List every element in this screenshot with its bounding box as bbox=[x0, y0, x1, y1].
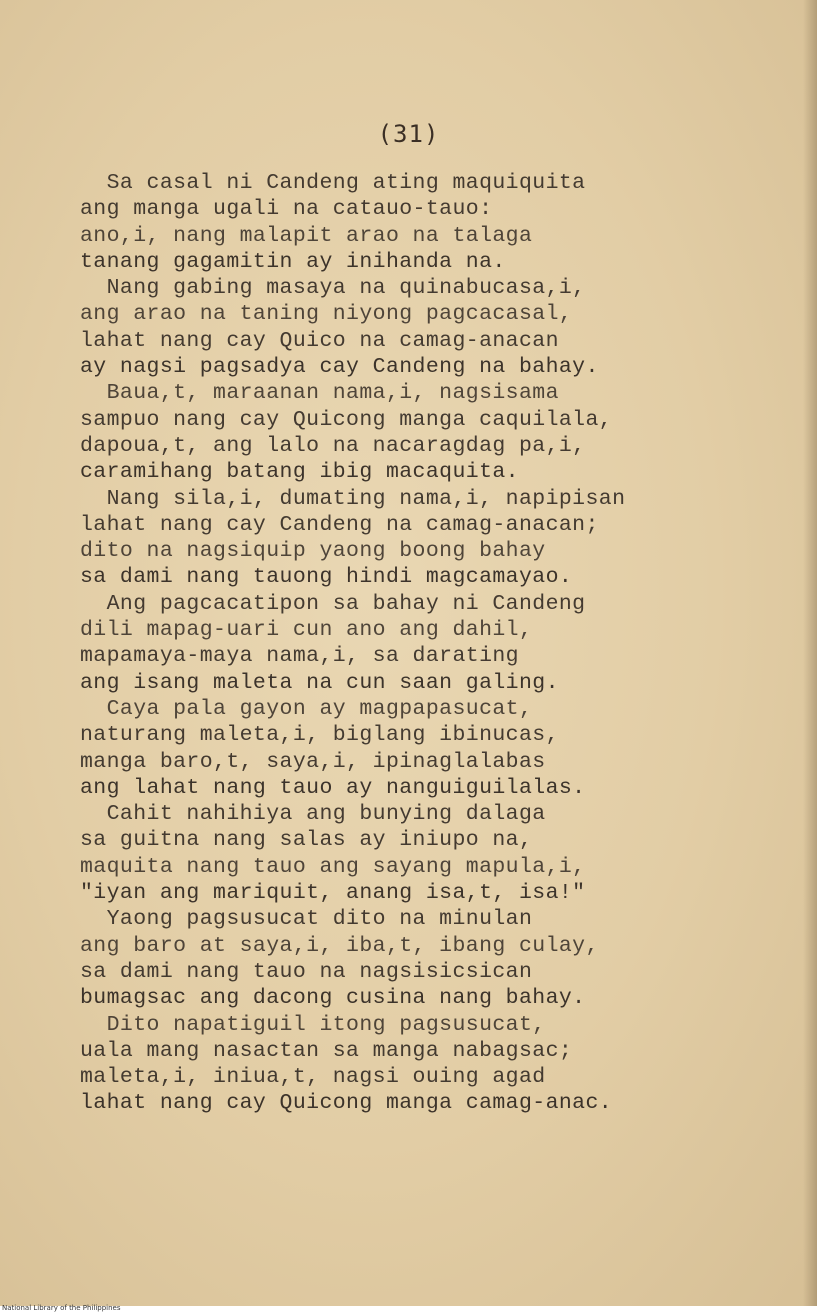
text-line: lahat nang cay Quico na camag-anacan bbox=[80, 328, 559, 353]
text-line: sa dami nang tauo na nagsisicsican bbox=[80, 959, 533, 984]
text-line: ang arao na taning niyong pagcacasal, bbox=[80, 302, 573, 327]
text-line: Yaong pagsusucat dito na minulan bbox=[80, 907, 533, 932]
text-line: Cahit nahihiya ang bunying dalaga bbox=[80, 802, 546, 827]
text-line: sa dami nang tauong hindi magcamayao. bbox=[80, 565, 573, 590]
text-line: bumagsac ang dacong cusina nang bahay. bbox=[80, 986, 586, 1011]
text-line: sa guitna nang salas ay iniupo na, bbox=[80, 828, 533, 853]
text-line: caramihang batang ibig macaquita. bbox=[80, 460, 519, 485]
text-line: ang manga ugali na catauo-tauo: bbox=[80, 197, 493, 222]
text-line: Sa casal ni Candeng ating maquiquita bbox=[80, 171, 586, 195]
text-line: dapoua,t, ang lalo na nacaragdag pa,i, bbox=[80, 433, 586, 458]
text-line: ay nagsi pagsadya cay Candeng na bahay. bbox=[80, 355, 599, 380]
page-edge-shadow bbox=[803, 0, 817, 1306]
footer-credit: National Library of the Philippines bbox=[2, 1304, 121, 1312]
text-line: "iyan ang mariquit, anang isa,t, isa!" bbox=[80, 881, 586, 906]
text-line: Baua,t, maraanan nama,i, nagsisama bbox=[80, 381, 559, 406]
text-line: maquita nang tauo ang sayang mapula,i, bbox=[80, 854, 586, 879]
text-line: Caya pala gayon ay magpapasucat, bbox=[80, 696, 533, 721]
text-line: ano,i, nang malapit arao na talaga bbox=[80, 223, 533, 248]
footer-strip bbox=[0, 1306, 817, 1313]
page-number: (31) bbox=[377, 120, 440, 148]
text-line: manga baro,t, saya,i, ipinaglalabas bbox=[80, 749, 546, 774]
text-line: ang baro at saya,i, iba,t, ibang culay, bbox=[80, 933, 599, 958]
text-line: dito na nagsiquip yaong boong bahay bbox=[80, 539, 546, 564]
text-line: mapamaya-maya nama,i, sa darating bbox=[80, 644, 519, 669]
poem-text bbox=[80, 170, 770, 1117]
text-line: Nang gabing masaya na quinabucasa,i, bbox=[80, 276, 586, 301]
text-line: naturang maleta,i, biglang ibinucas, bbox=[80, 723, 559, 748]
text-line: ang isang maleta na cun saan galing. bbox=[80, 670, 559, 695]
text-line: dili mapag-uari cun ano ang dahil, bbox=[80, 618, 533, 643]
text-line: lahat nang cay Quicong manga camag-anac. bbox=[80, 1091, 613, 1116]
text-line: Ang pagcacatipon sa bahay ni Candeng bbox=[80, 591, 586, 616]
text-line: Nang sila,i, dumating nama,i, napipisan bbox=[80, 486, 626, 511]
text-line: lahat nang cay Candeng na camag-anacan; bbox=[80, 512, 599, 537]
text-line: tanang gagamitin ay inihanda na. bbox=[80, 249, 506, 274]
text-line: maleta,i, iniua,t, nagsi ouing agad bbox=[80, 1065, 546, 1090]
text-line: Dito napatiguil itong pagsusucat, bbox=[80, 1012, 546, 1037]
text-line: ang lahat nang tauo ay nanguiguilalas. bbox=[80, 775, 586, 800]
text-line: uala mang nasactan sa manga nabagsac; bbox=[80, 1038, 573, 1063]
text-line: sampuo nang cay Quicong manga caquilala, bbox=[80, 407, 613, 432]
